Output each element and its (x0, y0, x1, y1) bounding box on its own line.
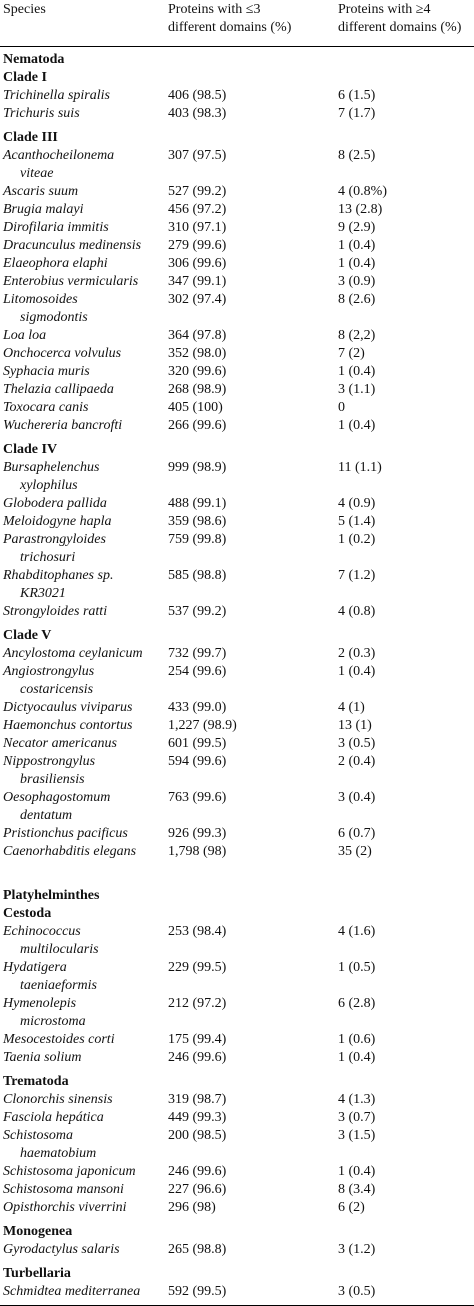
value-le3-domains: 229 (99.5) (168, 960, 227, 975)
value-le3-domains: 403 (98.3) (168, 106, 227, 121)
species-name: Rhabditophanes sp. (3, 568, 114, 583)
table-row (0, 147, 474, 183)
value-le3-domains: 307 (97.5) (168, 148, 227, 163)
table-header (0, 0, 474, 47)
table-row (0, 459, 474, 495)
table-row (0, 327, 474, 345)
value-ge4-domains: 3 (1.1) (338, 382, 376, 397)
species-name: Hymenolepis (3, 996, 77, 1011)
value-le3-domains: 456 (97.2) (168, 202, 227, 217)
value-ge4-domains: 4 (1) (338, 700, 365, 715)
species-name: Opisthorchis viverrini (3, 1200, 127, 1215)
value-le3-domains: 1,227 (98.9) (168, 718, 237, 733)
species-name: Brugia malayi (3, 202, 84, 217)
table-row (0, 273, 474, 291)
table-row (0, 1181, 474, 1199)
species-name: Globodera pallida (3, 496, 107, 511)
value-ge4-domains: 35 (2) (338, 844, 372, 859)
group-heading: Clade V (3, 628, 52, 643)
value-le3-domains: 585 (98.8) (168, 568, 227, 583)
species-name-continued: KR3021 (20, 586, 66, 601)
value-ge4-domains: 4 (0.8%) (338, 184, 387, 199)
species-name: Necator americanus (3, 736, 117, 751)
value-ge4-domains: 1 (0.4) (338, 664, 376, 679)
table-row (0, 1199, 474, 1217)
value-le3-domains: 319 (98.7) (168, 1092, 227, 1107)
value-ge4-domains: 5 (1.4) (338, 514, 376, 529)
value-ge4-domains: 4 (1.6) (338, 924, 376, 939)
value-ge4-domains: 4 (1.3) (338, 1092, 376, 1107)
species-name: Hydatigera (3, 960, 67, 975)
value-ge4-domains: 13 (1) (338, 718, 372, 733)
table-row (0, 417, 474, 435)
table-row (0, 825, 474, 843)
value-le3-domains: 254 (99.6) (168, 664, 227, 679)
value-ge4-domains: 9 (2.9) (338, 220, 376, 235)
species-name-continued: multilocularis (20, 942, 99, 957)
value-le3-domains: 306 (99.6) (168, 256, 227, 271)
value-ge4-domains: 13 (2.8) (338, 202, 383, 217)
value-ge4-domains: 8 (2,2) (338, 328, 376, 343)
value-le3-domains: 527 (99.2) (168, 184, 227, 199)
table-row (0, 495, 474, 513)
phylum-heading: Nematoda (3, 52, 65, 67)
table-row (0, 531, 474, 567)
value-le3-domains: 926 (99.3) (168, 826, 227, 841)
species-name: Schistosoma (3, 1128, 73, 1143)
value-le3-domains: 999 (98.9) (168, 460, 227, 475)
species-name: Ancylostoma ceylanicum (3, 646, 143, 661)
species-name: Wuchereria bancrofti (3, 418, 123, 433)
value-le3-domains: 268 (98.9) (168, 382, 227, 397)
table-row (0, 345, 474, 363)
value-ge4-domains: 4 (0.8) (338, 604, 376, 619)
species-name: Schistosoma japonicum (3, 1164, 136, 1179)
header-col-le3: Proteins with ≤3 different domains (%) (168, 2, 292, 35)
table-row (0, 1127, 474, 1163)
species-name-continued: brasiliensis (20, 772, 85, 787)
species-name: Mesocestoides corti (3, 1032, 115, 1047)
species-name: Trichuris suis (3, 106, 80, 121)
value-ge4-domains: 1 (0.4) (338, 364, 376, 379)
table-row (0, 923, 474, 959)
value-le3-domains: 246 (99.6) (168, 1050, 227, 1065)
value-le3-domains: 359 (98.6) (168, 514, 227, 529)
value-le3-domains: 537 (99.2) (168, 604, 227, 619)
species-name: Oesophagostomum (3, 790, 111, 805)
value-ge4-domains: 8 (3.4) (338, 1182, 376, 1197)
value-le3-domains: 352 (98.0) (168, 346, 227, 361)
species-name: Onchocerca volvulus (3, 346, 122, 361)
value-le3-domains: 592 (99.5) (168, 1284, 227, 1299)
table-row (0, 717, 474, 735)
value-le3-domains: 732 (99.7) (168, 646, 227, 661)
species-name: Dictyocaulus viviparus (3, 700, 133, 715)
table-row (0, 219, 474, 237)
value-ge4-domains: 7 (1.7) (338, 106, 376, 121)
value-ge4-domains: 1 (0.4) (338, 256, 376, 271)
species-name: Haemonchus contortus (3, 718, 133, 733)
table-row (0, 1283, 474, 1301)
species-name: Dracunculus medinensis (3, 238, 142, 253)
species-name: Enterobius vermicularis (3, 274, 139, 289)
value-le3-domains: 364 (97.8) (168, 328, 227, 343)
header-species: Species (3, 2, 46, 17)
species-name-continued: haematobium (20, 1146, 97, 1161)
table-row (0, 699, 474, 717)
table-row (0, 237, 474, 255)
value-le3-domains: 175 (99.4) (168, 1032, 227, 1047)
species-name: Parastrongyloides (3, 532, 106, 547)
table-row (0, 1109, 474, 1127)
table-row (0, 959, 474, 995)
species-name: Toxocara canis (3, 400, 89, 415)
table-row (0, 201, 474, 219)
species-name-continued: taeniaeformis (20, 978, 97, 993)
value-ge4-domains: 1 (0.6) (338, 1032, 376, 1047)
value-ge4-domains: 0 (338, 400, 345, 415)
value-le3-domains: 212 (97.2) (168, 996, 227, 1011)
species-name: Trichinella spiralis (3, 88, 110, 103)
species-name-continued: trichosuri (20, 550, 76, 565)
value-ge4-domains: 1 (0.4) (338, 418, 376, 433)
table-row (0, 363, 474, 381)
species-name: Thelazia callipaeda (3, 382, 114, 397)
value-le3-domains: 246 (99.6) (168, 1164, 227, 1179)
species-name: Litomosoides (3, 292, 78, 307)
value-ge4-domains: 6 (2) (338, 1200, 365, 1215)
value-ge4-domains: 3 (1.2) (338, 1242, 376, 1257)
table-row (0, 399, 474, 417)
table-row (0, 645, 474, 663)
value-le3-domains: 1,798 (98) (168, 844, 227, 859)
table-row (0, 567, 474, 603)
species-name: Angiostrongylus (3, 664, 95, 679)
species-name: Ascaris suum (3, 184, 79, 199)
value-le3-domains: 227 (96.6) (168, 1182, 227, 1197)
value-ge4-domains: 4 (0.9) (338, 496, 376, 511)
table-row (0, 753, 474, 789)
value-ge4-domains: 3 (0.5) (338, 736, 376, 751)
value-le3-domains: 310 (97.1) (168, 220, 227, 235)
value-le3-domains: 601 (99.5) (168, 736, 227, 751)
species-name: Dirofilaria immitis (3, 220, 109, 235)
value-le3-domains: 320 (99.6) (168, 364, 227, 379)
species-name-continued: viteae (20, 166, 54, 181)
species-name: Caenorhabditis elegans (3, 844, 137, 859)
value-le3-domains: 347 (99.1) (168, 274, 227, 289)
species-name-continued: costaricensis (20, 682, 94, 697)
value-ge4-domains: 8 (2.6) (338, 292, 376, 307)
value-ge4-domains: 2 (0.3) (338, 646, 376, 661)
value-le3-domains: 406 (98.5) (168, 88, 227, 103)
table-row (0, 603, 474, 621)
value-le3-domains: 594 (99.6) (168, 754, 227, 769)
value-le3-domains: 200 (98.5) (168, 1128, 227, 1143)
table-row (0, 995, 474, 1031)
group-heading: Monogenea (3, 1224, 73, 1239)
value-ge4-domains: 2 (0.4) (338, 754, 376, 769)
table-row (0, 1031, 474, 1049)
species-name: Schistosoma mansoni (3, 1182, 124, 1197)
species-name: Syphacia muris (3, 364, 90, 379)
group-heading: Clade III (3, 130, 58, 145)
table-row (0, 789, 474, 825)
group-heading: Trematoda (3, 1074, 69, 1089)
value-ge4-domains: 1 (0.4) (338, 1164, 376, 1179)
value-le3-domains: 253 (98.4) (168, 924, 227, 939)
group-heading: Clade IV (3, 442, 58, 457)
species-name: Meloidogyne hapla (3, 514, 112, 529)
value-ge4-domains: 3 (0.9) (338, 274, 376, 289)
value-le3-domains: 759 (99.8) (168, 532, 227, 547)
group-heading: Cestoda (3, 906, 52, 921)
species-name: Loa loa (3, 328, 47, 343)
species-name-continued: dentatum (20, 808, 73, 823)
value-ge4-domains: 7 (2) (338, 346, 365, 361)
value-ge4-domains: 1 (0.2) (338, 532, 376, 547)
species-name: Elaeophora elaphi (3, 256, 108, 271)
table-row (0, 1091, 474, 1109)
value-ge4-domains: 11 (1.1) (338, 460, 382, 475)
value-le3-domains: 296 (98) (168, 1200, 216, 1215)
table-row (0, 663, 474, 699)
value-le3-domains: 302 (97.4) (168, 292, 227, 307)
value-ge4-domains: 3 (0.5) (338, 1284, 376, 1299)
species-name: Strongyloides ratti (3, 604, 108, 619)
value-le3-domains: 449 (99.3) (168, 1110, 227, 1125)
table-row (0, 183, 474, 201)
species-name: Nippostrongylus (3, 754, 96, 769)
value-ge4-domains: 8 (2.5) (338, 148, 376, 163)
phylum-heading: Platyhelminthes (3, 888, 100, 903)
value-ge4-domains: 3 (1.5) (338, 1128, 376, 1143)
species-name-continued: sigmodontis (20, 310, 88, 325)
value-ge4-domains: 3 (0.4) (338, 790, 376, 805)
table-row (0, 381, 474, 399)
value-ge4-domains: 6 (2.8) (338, 996, 376, 1011)
value-ge4-domains: 1 (0.5) (338, 960, 376, 975)
species-name: Acanthocheilonema (3, 148, 115, 163)
table-row (0, 105, 474, 123)
table-row (0, 735, 474, 753)
table-body (0, 51, 474, 1306)
value-le3-domains: 266 (99.6) (168, 418, 227, 433)
value-le3-domains: 433 (99.0) (168, 700, 227, 715)
value-le3-domains: 488 (99.1) (168, 496, 227, 511)
species-name: Bursaphelenchus (3, 460, 100, 475)
species-name-continued: microstoma (20, 1014, 86, 1029)
species-name: Clonorchis sinensis (3, 1092, 113, 1107)
table-row (0, 1049, 474, 1067)
table-row (0, 1241, 474, 1259)
table-row (0, 513, 474, 531)
table-row (0, 255, 474, 273)
group-heading: Clade I (3, 70, 47, 85)
value-ge4-domains: 6 (1.5) (338, 88, 376, 103)
value-ge4-domains: 6 (0.7) (338, 826, 376, 841)
value-le3-domains: 279 (99.6) (168, 238, 227, 253)
table-row (0, 843, 474, 861)
value-ge4-domains: 7 (1.2) (338, 568, 376, 583)
value-le3-domains: 763 (99.6) (168, 790, 227, 805)
value-le3-domains: 405 (100) (168, 400, 223, 415)
value-ge4-domains: 1 (0.4) (338, 1050, 376, 1065)
value-ge4-domains: 3 (0.7) (338, 1110, 376, 1125)
species-name: Gyrodactylus salaris (3, 1242, 120, 1257)
table-row (0, 87, 474, 105)
table-row (0, 291, 474, 327)
species-name: Echinococcus (3, 924, 81, 939)
species-name: Schmidtea mediterranea (3, 1284, 141, 1299)
species-name: Fasciola hepática (3, 1110, 104, 1125)
table-row (0, 1163, 474, 1181)
species-name: Taenia solium (3, 1050, 82, 1065)
species-name: Pristionchus pacificus (3, 826, 128, 841)
value-le3-domains: 265 (98.8) (168, 1242, 227, 1257)
group-heading: Turbellaria (3, 1266, 71, 1281)
header-col-ge4: Proteins with ≥4 different domains (%) (338, 2, 462, 35)
species-name-continued: xylophilus (20, 478, 78, 493)
value-ge4-domains: 1 (0.4) (338, 238, 376, 253)
